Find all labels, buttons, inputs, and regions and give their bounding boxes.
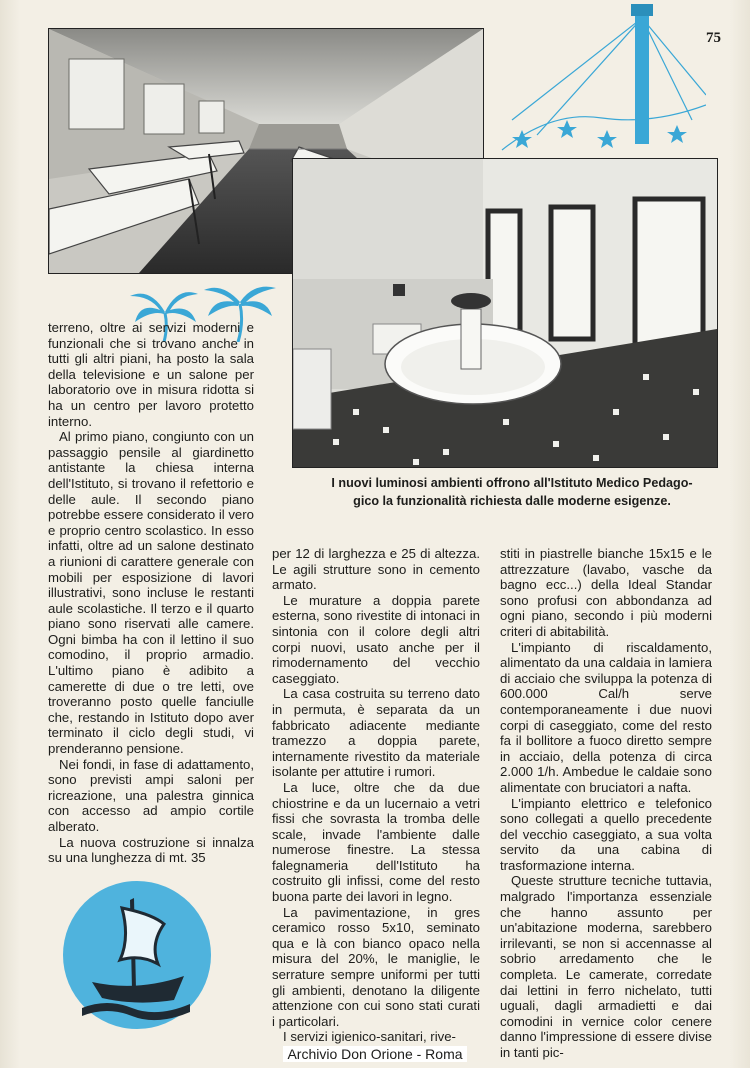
caption-line-1: I nuovi luminosi ambienti offrono all'Istituto Medico Pedago- <box>331 476 693 490</box>
col1-paragraph-4: La nuova costruzione si innalza su una lunghezza di mt. 35 <box>48 834 254 866</box>
col2-paragraph-6: I servizi igienico-sanitari, rive- <box>283 1029 456 1045</box>
column-3 <box>500 546 712 1061</box>
lighthouse-decoration <box>492 0 706 160</box>
col2-paragraph-2: Le murature a doppia parete esterna, sono rivestite di intonaci in sintonia con il colore degli altri corpi nuovi, usato anche per il rimodernamento del vecchio caseggiato. <box>272 592 480 686</box>
page-number: 75 <box>706 30 721 46</box>
footer-text: Archivio Don Orione - Roma <box>283 1046 466 1062</box>
col3-paragraph-1: stiti in piastrelle bianche 15x15 e le attrezzature (lavabo, vasche da bagno ecc...) della Ideal Standar sono profusi con abbondanza ad ogni piano, secondo i più moderni criteri di abitabilità. <box>500 546 712 639</box>
col3-paragraph-3: L'impianto elettrico e telefonico sono collegati a quello precedente del vecchio caseggiato, a sua volta servito da una cabina di trasformazione interna. <box>500 795 712 873</box>
col2-paragraph-1: per 12 di larghezza e 25 di altezza. Le agili strutture sono in cemento armato. <box>272 546 480 593</box>
col3-paragraph-2: L'impianto di riscaldamento, alimentato da una caldaia in lamiera di acciaio che sviluppa la potenza di 600.000 Cal/h serve contemporaneamente i due nuovi corpi di caseggiato, come del resto fa il bollitore a fuoco diretto sempre in acciaio, della potenza di circa 2.000 1/h. Ambedue le caldaie sono alimentate con bruciatori a nafta. <box>500 639 712 795</box>
col3-paragraph-4: Queste strutture tecniche tuttavia, malgrado l'importanza essenziale che hanno assunto per un'abitazione moderna, sarebbero irrilevanti, se non si accennasse al sobrio arredamento che le completa. Le camerate, corredate dai lettini in ferro nichelato, tutti uguali, dagli armadietti e dai comodini in vernice color cenere danno l'impressione di essere divise in tanti pic- <box>500 873 712 1060</box>
column-2 <box>272 546 480 1045</box>
bathroom-photo <box>292 158 718 468</box>
caption-line-2: gico la funzionalità richiesta dalle moderne esigenze. <box>353 494 671 508</box>
ship-emblem <box>62 880 212 1030</box>
col2-paragraph-4: La luce, oltre che da due chiostrine e da un lucernaio a vetri fissi che sovrasta la tromba delle scale, invade l'ambiente dalle numerose finestre. La stessa falegnameria dell'Istituto ha costruito gli infissi, come del resto buona parte dei lavori in legno. <box>272 779 480 905</box>
col2-paragraph-5: La pavimentazione, in gres ceramico rosso 5x10, seminato qua e là con bianco opaco nella misura del 20%, le maniglie, le serrature sempre uniformi per tutti gli ambienti, denotano la diligente attenzione con cui sono stati curati i particolari. <box>272 904 480 1029</box>
column-1 <box>48 320 254 866</box>
col1-paragraph-1: terreno, oltre ai servizi moderni e funzionali che si trovano anche in tutti gli altri piani, ha posto la sala della televisione e un salone per laboratorio ove in misura ridotta si ha un centro per lavoro protetto interno. <box>48 320 254 429</box>
col1-paragraph-3: Nei fondi, in fase di adattamento, sono previsti ampi saloni per ricreazione, una palestra ginnica con accesso ad ampio cortile alberato. <box>48 756 254 834</box>
col2-paragraph-3: La casa costruita su terreno dato in permuta, è separata da un fabbricato adiacente mediante tramezzo a doppia parete, internamente rivestito da materiale isolante per attutire i rumori. <box>272 686 480 780</box>
photo-caption <box>292 474 732 510</box>
archive-footer <box>0 1046 750 1062</box>
col1-paragraph-2: Al primo piano, congiunto con un passaggio pensile al giardinetto antistante la chiesa interna dell'Istituto, si trovano il refettorio e delle aule. Il secondo piano potrebbe essere considerato il vero e proprio centro scolastico. In esso infatti, oltre ad un salone destinato a riunioni di carattere generale con mobili per esposizione di lavori illustrativi, sono incluse le restanti aule scolastiche. Il terzo e il quarto piano sono riservati alle camere. Ogni bimba ha con il lettino il suo comodino, il proprio armadio. L'ultimo piano è adibito a camerette di due o tre letti, ove troveranno posto quelle fanciulle che, restando in Istituto dopo aver terminato il ciclo degli studi, vi prenderanno pensione. <box>48 429 254 757</box>
